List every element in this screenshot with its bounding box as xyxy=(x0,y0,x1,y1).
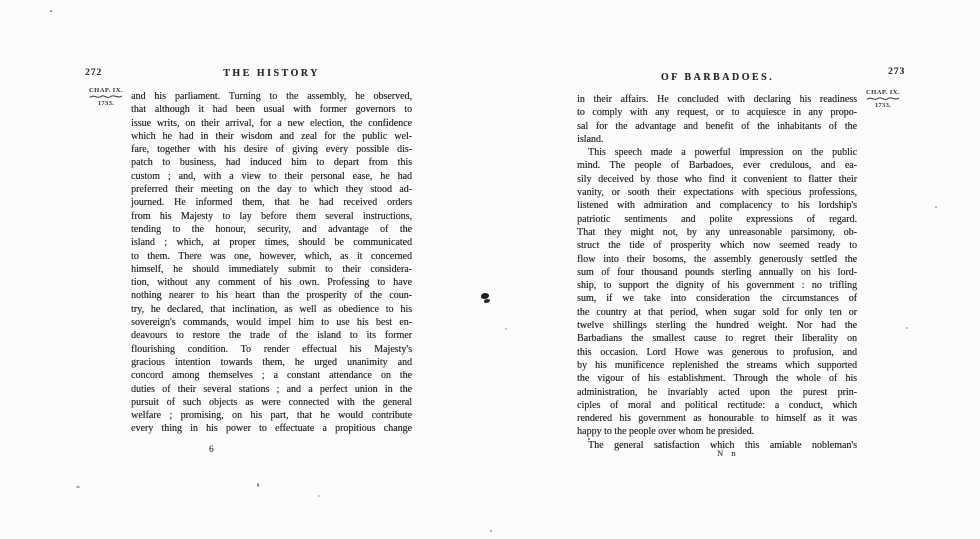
text-line: from his Majesty to lay before them several instructions, xyxy=(131,210,412,222)
scan-speck xyxy=(588,438,590,440)
right-page-number: 273 xyxy=(888,67,906,77)
scan-speck xyxy=(906,327,908,329)
scan-speck xyxy=(505,328,507,330)
text-line: Barbadians the smallest cause to regret their liberality on xyxy=(577,333,857,345)
text-line: tending to the honour, security, and advantage of the xyxy=(131,223,412,235)
text-line: issue writs, on their arrival, for a new election, the confidence xyxy=(131,117,412,129)
text-line: to them. There was one, however, which, as it concerned xyxy=(131,250,412,262)
text-line: island. xyxy=(577,133,604,145)
text-line: which he had in their wisdom and zeal for the public wel- xyxy=(131,130,412,142)
flourish-swash-icon xyxy=(866,95,900,102)
text-line: sal for the advantage and benefit of the inhabitants of the xyxy=(577,120,857,132)
text-line: sily deceived by those who find it convenient to flatter their xyxy=(577,173,857,185)
left-running-header: THE HISTORY xyxy=(223,68,320,79)
left-year-label: 1733. xyxy=(97,100,115,107)
scan-speck xyxy=(50,10,52,12)
right-year-label: 1733. xyxy=(874,102,892,109)
right-signature-mark: N n xyxy=(717,448,739,458)
text-line: to comply with any request, or to acquiesce in any propo- xyxy=(577,107,857,119)
left-body-text xyxy=(131,90,412,436)
right-page xyxy=(490,0,980,539)
text-line: fare, together with his desire of giving every possible dis- xyxy=(131,144,412,156)
text-line: vanity, or sooth their expectations with specious professions, xyxy=(577,187,857,199)
text-line: administration, he invariably acted upon the purest prin- xyxy=(577,386,857,398)
text-line: journed. He informed them, that he had received orders xyxy=(131,197,412,209)
text-line: concord among themselves ; a constant attendance on the xyxy=(131,370,412,382)
text-line: sovereign's commands, would impel him to use his best en- xyxy=(131,317,412,329)
text-line: try, he declared, that inclination, as well as obedience to his xyxy=(131,303,412,315)
text-line: custom ; and, with a view to their personal ease, he had xyxy=(131,170,412,182)
text-line: in their affairs. He concluded with declaring his readiness xyxy=(577,94,857,105)
text-line: sum, if we take into consideration the circumstances of xyxy=(577,293,857,305)
text-line: twelve shillings sterling the hundred weight. Nor had the xyxy=(577,320,857,332)
text-line: tion, without any comment of his own. Professing to have xyxy=(131,277,412,289)
text-line: the country at that period, when sugar sold for only ten or xyxy=(577,306,857,318)
text-line: patch to business, had induced him to depart from this xyxy=(131,157,412,169)
text-line: that although it had been usual with former governors to xyxy=(131,104,412,116)
right-body-text xyxy=(577,93,857,452)
text-line: That they might not, by any unreasonable parsimony, ob- xyxy=(577,226,857,238)
text-line: flow into their bosoms, the assembly generously settled the xyxy=(577,253,857,265)
text-line: and his parliament. Turning to the assembly, he observed, xyxy=(131,91,412,102)
text-line: listened with admiration and complacency to his lordship's xyxy=(577,200,857,212)
text-line: ship, to support the dignity of his government : no trifling xyxy=(577,280,857,292)
text-line: this occasion. Lord Howe was generous to profusion, and xyxy=(577,346,857,358)
right-margin-note xyxy=(858,89,908,109)
left-margin-note xyxy=(82,87,130,107)
text-line: mind. The people of Barbadoes, ever credulous, and ea- xyxy=(577,160,857,172)
scan-speck xyxy=(935,206,937,208)
flourish-swash-icon xyxy=(89,93,123,100)
left-chapter-label: CHAP. IX. xyxy=(89,87,123,94)
text-line: pursuit of such objects as were connected with the general xyxy=(131,396,412,408)
text-line: every thing in his power to effectuate a propitious change xyxy=(131,423,412,435)
text-line: happy to the people over whom he presided. xyxy=(577,426,755,438)
text-line: ciples of moral and political rectitude: a conduct, which xyxy=(577,399,857,411)
text-line: welfare ; promising, on his part, that he would contribute xyxy=(131,410,412,422)
text-line: sum of four thousand pounds sterling annually on his lord- xyxy=(577,266,857,278)
text-line: patriotic sentiments and polite expressions of regard. xyxy=(577,213,857,225)
text-line: gracious intention towards them, he urged unanimity and xyxy=(131,356,412,368)
text-line: by his munificence replenished the streams which supported xyxy=(577,359,857,371)
text-line: The general satisfaction which this amiable nobleman's xyxy=(588,439,857,451)
scan-speck xyxy=(76,486,80,488)
text-line: the vigour of his establishment. Through the whole of his xyxy=(577,373,857,385)
left-signature-mark: 6 xyxy=(209,444,215,454)
text-line: flourishing condition. To render effectual his Majesty's xyxy=(131,343,412,355)
scan-speck xyxy=(318,495,320,497)
left-page-number: 272 xyxy=(85,68,103,78)
text-line: deavours to restore the trade of the island to its former xyxy=(131,330,412,342)
text-line: struct the tide of prosperity which now seemed ready to xyxy=(577,240,857,252)
right-running-header: OF BARBADOES. xyxy=(660,72,775,83)
text-line: rendered his government as honourable to himself as it was xyxy=(577,413,857,425)
text-line: duties of their several stations ; and a perfect union in the xyxy=(131,383,412,395)
text-line: himself, he should immediately submit to their considera- xyxy=(131,263,412,275)
scan-speck xyxy=(490,530,492,532)
text-line: preferred their meeting on the day to which they stood ad- xyxy=(131,184,412,196)
right-chapter-label: CHAP. IX. xyxy=(866,89,900,96)
scan-speck xyxy=(257,483,259,487)
text-line: island ; which, at proper times, should be communicated xyxy=(131,237,412,249)
text-line: nothing nearer to his heart than the prosperity of the coun- xyxy=(131,290,412,302)
text-line: This speech made a powerful impression on the public xyxy=(588,147,857,159)
